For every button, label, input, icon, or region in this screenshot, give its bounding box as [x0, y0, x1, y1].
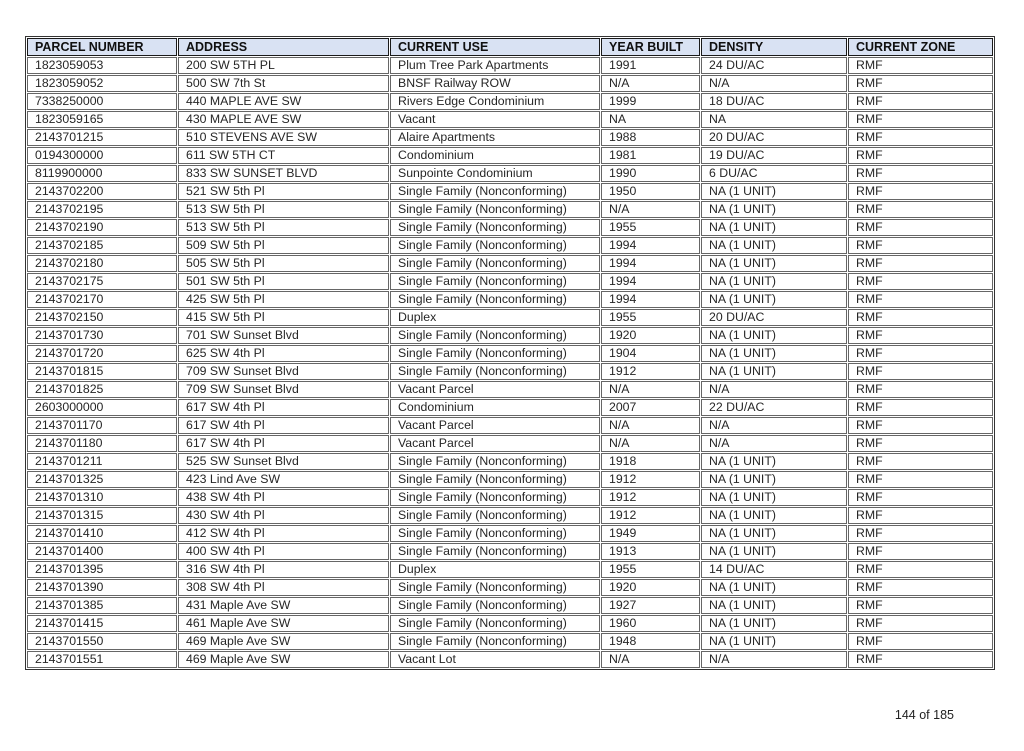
cell-current-zone: RMF — [848, 147, 993, 164]
table-row — [27, 111, 993, 128]
cell-current-use: Plum Tree Park Apartments — [390, 57, 600, 74]
cell-address: 316 SW 4th Pl — [178, 561, 389, 578]
cell-parcel-number: 2143701390 — [27, 579, 177, 596]
cell-year-built: 1955 — [601, 309, 700, 326]
cell-current-zone: RMF — [848, 633, 993, 650]
table-row — [27, 399, 993, 416]
table-row — [27, 129, 993, 146]
cell-year-built: 1999 — [601, 93, 700, 110]
cell-current-use: Single Family (Nonconforming) — [390, 489, 600, 506]
cell-current-zone: RMF — [848, 309, 993, 326]
cell-density: NA — [701, 111, 847, 128]
cell-density: NA (1 UNIT) — [701, 255, 847, 272]
cell-current-zone: RMF — [848, 93, 993, 110]
cell-year-built: 1955 — [601, 219, 700, 236]
cell-current-zone: RMF — [848, 453, 993, 470]
cell-parcel-number: 2143702190 — [27, 219, 177, 236]
table-row — [27, 255, 993, 272]
cell-address: 423 Lind Ave SW — [178, 471, 389, 488]
cell-current-zone: RMF — [848, 489, 993, 506]
cell-current-use: Single Family (Nonconforming) — [390, 543, 600, 560]
cell-year-built: N/A — [601, 651, 700, 668]
cell-current-zone: RMF — [848, 597, 993, 614]
table-row — [27, 183, 993, 200]
cell-year-built: N/A — [601, 417, 700, 434]
cell-density: 20 DU/AC — [701, 309, 847, 326]
table-row — [27, 597, 993, 614]
cell-current-zone: RMF — [848, 615, 993, 632]
table-row — [27, 435, 993, 452]
cell-density: NA (1 UNIT) — [701, 291, 847, 308]
cell-current-use: Condominium — [390, 399, 600, 416]
table-row — [27, 417, 993, 434]
cell-parcel-number: 2143701720 — [27, 345, 177, 362]
column-header-current-use: CURRENT USE — [390, 38, 600, 56]
cell-current-use: Single Family (Nonconforming) — [390, 255, 600, 272]
column-header-parcel-number: PARCEL NUMBER — [27, 38, 177, 56]
cell-current-use: Single Family (Nonconforming) — [390, 579, 600, 596]
cell-year-built: 1994 — [601, 237, 700, 254]
table-row — [27, 651, 993, 668]
cell-address: 617 SW 4th Pl — [178, 417, 389, 434]
cell-year-built: 1955 — [601, 561, 700, 578]
cell-density: 19 DU/AC — [701, 147, 847, 164]
cell-year-built: N/A — [601, 435, 700, 452]
cell-parcel-number: 2143701825 — [27, 381, 177, 398]
cell-year-built: 1927 — [601, 597, 700, 614]
cell-density: NA (1 UNIT) — [701, 273, 847, 290]
table-body — [27, 57, 993, 668]
cell-current-zone: RMF — [848, 399, 993, 416]
cell-density: N/A — [701, 417, 847, 434]
cell-year-built: N/A — [601, 201, 700, 218]
cell-address: 525 SW Sunset Blvd — [178, 453, 389, 470]
cell-density: N/A — [701, 435, 847, 452]
cell-parcel-number: 2143701315 — [27, 507, 177, 524]
cell-current-zone: RMF — [848, 471, 993, 488]
cell-address: 431 Maple Ave SW — [178, 597, 389, 614]
cell-current-use: Single Family (Nonconforming) — [390, 507, 600, 524]
cell-year-built: 1912 — [601, 363, 700, 380]
cell-current-use: BNSF Railway ROW — [390, 75, 600, 92]
cell-parcel-number: 2143701215 — [27, 129, 177, 146]
cell-parcel-number: 1823059165 — [27, 111, 177, 128]
cell-density: 24 DU/AC — [701, 57, 847, 74]
table-row — [27, 363, 993, 380]
table-row — [27, 561, 993, 578]
cell-address: 200 SW 5TH PL — [178, 57, 389, 74]
cell-current-zone: RMF — [848, 75, 993, 92]
cell-parcel-number: 2143701415 — [27, 615, 177, 632]
cell-address: 611 SW 5TH CT — [178, 147, 389, 164]
cell-address: 513 SW 5th Pl — [178, 219, 389, 236]
cell-density: N/A — [701, 381, 847, 398]
cell-current-zone: RMF — [848, 543, 993, 560]
cell-address: 308 SW 4th Pl — [178, 579, 389, 596]
cell-density: NA (1 UNIT) — [701, 237, 847, 254]
cell-parcel-number: 2143701550 — [27, 633, 177, 650]
cell-current-use: Single Family (Nonconforming) — [390, 633, 600, 650]
cell-parcel-number: 2143701815 — [27, 363, 177, 380]
table-row — [27, 615, 993, 632]
cell-current-use: Vacant Parcel — [390, 435, 600, 452]
table-row — [27, 219, 993, 236]
cell-address: 469 Maple Ave SW — [178, 633, 389, 650]
table-row — [27, 147, 993, 164]
cell-current-use: Single Family (Nonconforming) — [390, 453, 600, 470]
table-row — [27, 345, 993, 362]
table-row — [27, 489, 993, 506]
cell-density: NA (1 UNIT) — [701, 453, 847, 470]
cell-address: 400 SW 4th Pl — [178, 543, 389, 560]
cell-current-use: Sunpointe Condominium — [390, 165, 600, 182]
cell-parcel-number: 2143702185 — [27, 237, 177, 254]
cell-current-use: Single Family (Nonconforming) — [390, 219, 600, 236]
cell-year-built: 1912 — [601, 507, 700, 524]
table-row — [27, 543, 993, 560]
table-row — [27, 237, 993, 254]
table-row — [27, 453, 993, 470]
cell-year-built: 1912 — [601, 489, 700, 506]
table-row — [27, 57, 993, 74]
cell-current-zone: RMF — [848, 345, 993, 362]
cell-address: 510 STEVENS AVE SW — [178, 129, 389, 146]
table-row — [27, 327, 993, 344]
cell-current-zone: RMF — [848, 219, 993, 236]
cell-density: N/A — [701, 651, 847, 668]
table-row — [27, 471, 993, 488]
cell-year-built: 1990 — [601, 165, 700, 182]
cell-parcel-number: 0194300000 — [27, 147, 177, 164]
cell-parcel-number: 1823059052 — [27, 75, 177, 92]
cell-parcel-number: 2143701410 — [27, 525, 177, 542]
cell-parcel-number: 2143701551 — [27, 651, 177, 668]
cell-density: 6 DU/AC — [701, 165, 847, 182]
cell-address: 469 Maple Ave SW — [178, 651, 389, 668]
cell-current-zone: RMF — [848, 561, 993, 578]
cell-year-built: 1918 — [601, 453, 700, 470]
cell-current-zone: RMF — [848, 129, 993, 146]
cell-address: 709 SW Sunset Blvd — [178, 381, 389, 398]
cell-year-built: 1960 — [601, 615, 700, 632]
cell-year-built: NA — [601, 111, 700, 128]
cell-address: 617 SW 4th Pl — [178, 399, 389, 416]
cell-current-zone: RMF — [848, 291, 993, 308]
cell-address: 513 SW 5th Pl — [178, 201, 389, 218]
cell-density: NA (1 UNIT) — [701, 489, 847, 506]
cell-parcel-number: 2143702180 — [27, 255, 177, 272]
column-header-address: ADDRESS — [178, 38, 389, 56]
cell-current-use: Single Family (Nonconforming) — [390, 273, 600, 290]
cell-parcel-number: 2143702200 — [27, 183, 177, 200]
table-row — [27, 75, 993, 92]
cell-year-built: 1912 — [601, 471, 700, 488]
table-row — [27, 525, 993, 542]
parcel-table — [25, 36, 995, 670]
cell-parcel-number: 2143701730 — [27, 327, 177, 344]
cell-density: 18 DU/AC — [701, 93, 847, 110]
cell-density: N/A — [701, 75, 847, 92]
cell-address: 412 SW 4th Pl — [178, 525, 389, 542]
cell-density: NA (1 UNIT) — [701, 183, 847, 200]
cell-address: 430 SW 4th Pl — [178, 507, 389, 524]
table-row — [27, 201, 993, 218]
cell-address: 521 SW 5th Pl — [178, 183, 389, 200]
cell-parcel-number: 2143701180 — [27, 435, 177, 452]
cell-current-zone: RMF — [848, 255, 993, 272]
cell-current-use: Single Family (Nonconforming) — [390, 327, 600, 344]
cell-current-zone: RMF — [848, 327, 993, 344]
cell-current-use: Vacant Parcel — [390, 417, 600, 434]
table-row — [27, 579, 993, 596]
cell-current-use: Single Family (Nonconforming) — [390, 201, 600, 218]
cell-parcel-number: 2143701400 — [27, 543, 177, 560]
cell-address: 438 SW 4th Pl — [178, 489, 389, 506]
cell-parcel-number: 2143702150 — [27, 309, 177, 326]
cell-parcel-number: 2143701385 — [27, 597, 177, 614]
cell-parcel-number: 2143701170 — [27, 417, 177, 434]
cell-year-built: 1994 — [601, 273, 700, 290]
cell-year-built: N/A — [601, 381, 700, 398]
cell-current-use: Single Family (Nonconforming) — [390, 525, 600, 542]
cell-current-use: Condominium — [390, 147, 600, 164]
cell-density: 20 DU/AC — [701, 129, 847, 146]
cell-current-zone: RMF — [848, 237, 993, 254]
cell-year-built: 1994 — [601, 255, 700, 272]
cell-address: 505 SW 5th Pl — [178, 255, 389, 272]
cell-current-use: Duplex — [390, 309, 600, 326]
cell-current-use: Single Family (Nonconforming) — [390, 363, 600, 380]
cell-current-use: Vacant Parcel — [390, 381, 600, 398]
cell-address: 461 Maple Ave SW — [178, 615, 389, 632]
cell-year-built: 1948 — [601, 633, 700, 650]
column-header-density: DENSITY — [701, 38, 847, 56]
cell-parcel-number: 2143701395 — [27, 561, 177, 578]
table-row — [27, 273, 993, 290]
cell-current-use: Single Family (Nonconforming) — [390, 471, 600, 488]
cell-address: 425 SW 5th Pl — [178, 291, 389, 308]
cell-density: NA (1 UNIT) — [701, 471, 847, 488]
cell-address: 501 SW 5th Pl — [178, 273, 389, 290]
cell-current-zone: RMF — [848, 273, 993, 290]
table-row — [27, 165, 993, 182]
cell-address: 509 SW 5th Pl — [178, 237, 389, 254]
cell-year-built: 1994 — [601, 291, 700, 308]
cell-current-zone: RMF — [848, 183, 993, 200]
cell-density: NA (1 UNIT) — [701, 597, 847, 614]
cell-current-zone: RMF — [848, 507, 993, 524]
cell-address: 415 SW 5th Pl — [178, 309, 389, 326]
cell-density: NA (1 UNIT) — [701, 615, 847, 632]
cell-current-use: Single Family (Nonconforming) — [390, 597, 600, 614]
cell-year-built: 1949 — [601, 525, 700, 542]
cell-parcel-number: 2603000000 — [27, 399, 177, 416]
cell-address: 440 MAPLE AVE SW — [178, 93, 389, 110]
cell-parcel-number: 7338250000 — [27, 93, 177, 110]
cell-address: 701 SW Sunset Blvd — [178, 327, 389, 344]
cell-year-built: 1904 — [601, 345, 700, 362]
cell-parcel-number: 2143702170 — [27, 291, 177, 308]
cell-current-zone: RMF — [848, 579, 993, 596]
cell-density: NA (1 UNIT) — [701, 633, 847, 650]
column-header-current-zone: CURRENT ZONE — [848, 38, 993, 56]
cell-address: 430 MAPLE AVE SW — [178, 111, 389, 128]
cell-year-built: 1920 — [601, 579, 700, 596]
cell-density: 14 DU/AC — [701, 561, 847, 578]
cell-address: 625 SW 4th Pl — [178, 345, 389, 362]
column-header-year-built: YEAR BUILT — [601, 38, 700, 56]
cell-current-zone: RMF — [848, 435, 993, 452]
cell-address: 500 SW 7th St — [178, 75, 389, 92]
cell-current-zone: RMF — [848, 111, 993, 128]
cell-density: NA (1 UNIT) — [701, 219, 847, 236]
cell-current-use: Single Family (Nonconforming) — [390, 291, 600, 308]
cell-density: NA (1 UNIT) — [701, 507, 847, 524]
cell-address: 617 SW 4th Pl — [178, 435, 389, 452]
cell-parcel-number: 2143701211 — [27, 453, 177, 470]
cell-current-use: Single Family (Nonconforming) — [390, 615, 600, 632]
cell-current-use: Vacant — [390, 111, 600, 128]
cell-density: NA (1 UNIT) — [701, 525, 847, 542]
table-row — [27, 507, 993, 524]
cell-density: NA (1 UNIT) — [701, 327, 847, 344]
cell-parcel-number: 2143701325 — [27, 471, 177, 488]
table-row — [27, 93, 993, 110]
cell-current-zone: RMF — [848, 651, 993, 668]
cell-current-use: Single Family (Nonconforming) — [390, 345, 600, 362]
cell-current-zone: RMF — [848, 417, 993, 434]
table-row — [27, 291, 993, 308]
cell-year-built: N/A — [601, 75, 700, 92]
page-number: 144 of 185 — [894, 708, 954, 722]
cell-current-zone: RMF — [848, 525, 993, 542]
cell-year-built: 1913 — [601, 543, 700, 560]
cell-year-built: 2007 — [601, 399, 700, 416]
cell-parcel-number: 8119900000 — [27, 165, 177, 182]
cell-address: 709 SW Sunset Blvd — [178, 363, 389, 380]
cell-current-use: Rivers Edge Condominium — [390, 93, 600, 110]
cell-current-use: Single Family (Nonconforming) — [390, 183, 600, 200]
table-row — [27, 309, 993, 326]
cell-parcel-number: 2143701310 — [27, 489, 177, 506]
cell-parcel-number: 2143702195 — [27, 201, 177, 218]
cell-current-zone: RMF — [848, 201, 993, 218]
cell-density: 22 DU/AC — [701, 399, 847, 416]
cell-current-use: Duplex — [390, 561, 600, 578]
cell-current-zone: RMF — [848, 165, 993, 182]
cell-year-built: 1991 — [601, 57, 700, 74]
cell-year-built: 1920 — [601, 327, 700, 344]
cell-density: NA (1 UNIT) — [701, 579, 847, 596]
cell-address: 833 SW SUNSET BLVD — [178, 165, 389, 182]
table-row — [27, 633, 993, 650]
cell-current-use: Alaire Apartments — [390, 129, 600, 146]
cell-current-use: Single Family (Nonconforming) — [390, 237, 600, 254]
table-row — [27, 381, 993, 398]
cell-year-built: 1950 — [601, 183, 700, 200]
cell-current-zone: RMF — [848, 57, 993, 74]
cell-year-built: 1981 — [601, 147, 700, 164]
cell-parcel-number: 1823059053 — [27, 57, 177, 74]
cell-density: NA (1 UNIT) — [701, 543, 847, 560]
table-header-row — [27, 38, 993, 56]
cell-parcel-number: 2143702175 — [27, 273, 177, 290]
cell-density: NA (1 UNIT) — [701, 363, 847, 380]
cell-year-built: 1988 — [601, 129, 700, 146]
cell-density: NA (1 UNIT) — [701, 201, 847, 218]
cell-current-use: Vacant Lot — [390, 651, 600, 668]
cell-current-zone: RMF — [848, 381, 993, 398]
cell-density: NA (1 UNIT) — [701, 345, 847, 362]
cell-current-zone: RMF — [848, 363, 993, 380]
